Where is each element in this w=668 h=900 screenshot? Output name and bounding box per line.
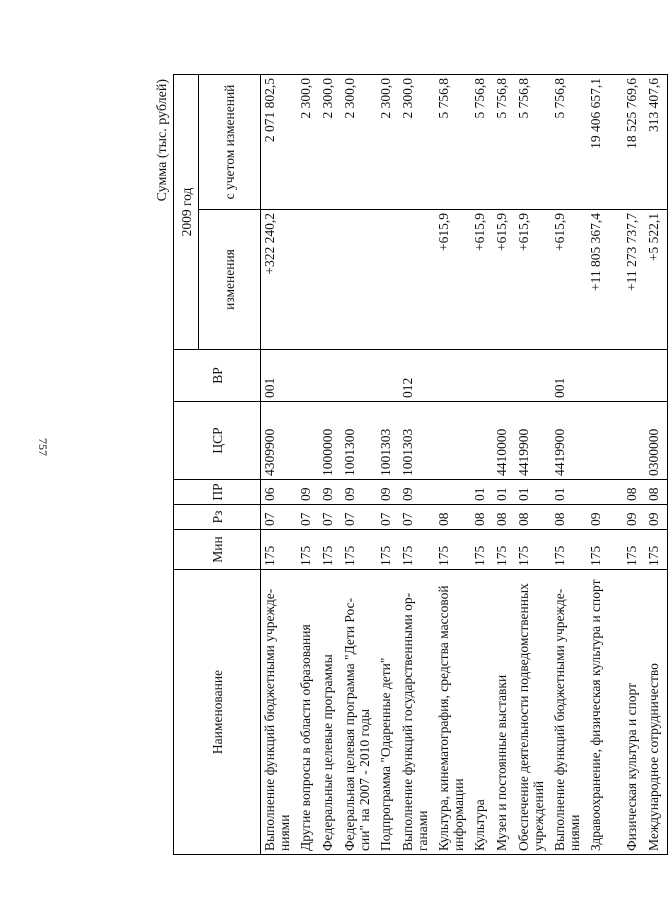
cell-min: 175 [587, 530, 623, 570]
cell-changes: +5 522,1 [645, 210, 668, 350]
table-row [399, 75, 435, 855]
cell-pr: 01 [493, 480, 515, 505]
cell-with-changes: 2 300,0 [341, 75, 377, 210]
header-year: 2009 год [174, 75, 199, 350]
cell-changes: +11 273 737,7 [623, 210, 645, 350]
cell-changes: +615,9 [435, 210, 471, 350]
cell-min: 175 [261, 530, 298, 570]
cell-min: 175 [551, 530, 587, 570]
cell-min: 175 [319, 530, 341, 570]
cell-pr: 08 [623, 480, 645, 505]
cell-pr: 08 [645, 480, 668, 505]
cell-name: Здравоохранение, физическая культура и спорт [587, 570, 623, 855]
cell-pr: 09 [297, 480, 319, 505]
cell-csr: 1001303 [377, 402, 399, 480]
table-row [297, 75, 319, 855]
cell-changes: +615,9 [515, 210, 551, 350]
cell-rz: 07 [399, 505, 435, 530]
cell-rz: 07 [377, 505, 399, 530]
cell-csr [297, 402, 319, 480]
header-with-changes: с учетом изменений [199, 75, 261, 210]
cell-csr: 1000000 [319, 402, 341, 480]
table-row [319, 75, 341, 855]
cell-changes: +615,9 [493, 210, 515, 350]
cell-pr [435, 480, 471, 505]
table-row [261, 75, 298, 855]
table-row [551, 75, 587, 855]
cell-pr: 09 [399, 480, 435, 505]
cell-with-changes: 2 300,0 [319, 75, 341, 210]
cell-changes [377, 210, 399, 350]
cell-name: Международное сотрудничество [645, 570, 668, 855]
cell-with-changes: 5 756,8 [471, 75, 493, 210]
cell-vr [515, 350, 551, 402]
cell-csr [587, 402, 623, 480]
cell-name: Культура, кинематография, средства массовой информации [435, 570, 471, 855]
cell-name: Обеспечение деятельности подведомственных учреждений [515, 570, 551, 855]
cell-min: 175 [435, 530, 471, 570]
cell-changes [297, 210, 319, 350]
cell-rz: 08 [551, 505, 587, 530]
cell-pr: 09 [319, 480, 341, 505]
cell-min: 175 [623, 530, 645, 570]
cell-vr [623, 350, 645, 402]
cell-min: 175 [515, 530, 551, 570]
page-number: 757 [36, 438, 50, 456]
cell-vr [297, 350, 319, 402]
header-min: Мин [174, 530, 261, 570]
header-name: Наименование [174, 570, 261, 855]
cell-changes [341, 210, 377, 350]
units-caption: Сумма (тыс. рублей) [155, 79, 170, 202]
table-row [623, 75, 645, 855]
cell-name: Физическая культура и спорт [623, 570, 645, 855]
cell-min: 175 [377, 530, 399, 570]
table-header [174, 75, 261, 855]
cell-with-changes: 2 300,0 [399, 75, 435, 210]
cell-vr [493, 350, 515, 402]
cell-with-changes: 2 071 802,5 [261, 75, 298, 210]
cell-name: Федеральная целевая программа "Дети Рос-сии" на 2007 - 2010 годы [341, 570, 377, 855]
table-row [645, 75, 668, 855]
table-body [261, 75, 668, 855]
cell-with-changes: 19 406 657,1 [587, 75, 623, 210]
table-row [471, 75, 493, 855]
cell-with-changes: 313 407,6 [645, 75, 668, 210]
cell-min: 175 [297, 530, 319, 570]
header-pr: ПР [174, 480, 261, 505]
cell-min: 175 [471, 530, 493, 570]
cell-pr: 01 [515, 480, 551, 505]
cell-name: Выполнение функций бюджетными учрежде-ниями [551, 570, 587, 855]
cell-min: 175 [341, 530, 377, 570]
cell-vr [341, 350, 377, 402]
cell-min: 175 [493, 530, 515, 570]
header-rz: Рз [174, 505, 261, 530]
cell-vr: 001 [551, 350, 587, 402]
cell-name: Выполнение функций государственными ор-ганами [399, 570, 435, 855]
cell-rz: 07 [297, 505, 319, 530]
cell-name: Подпрограмма "Одаренные дети" [377, 570, 399, 855]
cell-changes: +11 805 367,4 [587, 210, 623, 350]
cell-name: Выполнение функций бюджетными учрежде-ниями [261, 570, 298, 855]
cell-vr [319, 350, 341, 402]
cell-rz: 07 [261, 505, 298, 530]
cell-with-changes: 5 756,8 [435, 75, 471, 210]
rotated-table-page [155, 75, 661, 855]
cell-vr [435, 350, 471, 402]
cell-vr [645, 350, 668, 402]
cell-vr [471, 350, 493, 402]
table-row [435, 75, 471, 855]
cell-vr [377, 350, 399, 402]
cell-pr: 06 [261, 480, 298, 505]
cell-pr [587, 480, 623, 505]
cell-vr: 012 [399, 350, 435, 402]
cell-csr: 4419900 [515, 402, 551, 480]
cell-changes: +322 240,2 [261, 210, 298, 350]
cell-name: Культура [471, 570, 493, 855]
cell-rz: 08 [493, 505, 515, 530]
cell-pr: 01 [551, 480, 587, 505]
cell-rz: 08 [471, 505, 493, 530]
cell-pr: 09 [341, 480, 377, 505]
cell-with-changes: 2 300,0 [377, 75, 399, 210]
cell-vr: 001 [261, 350, 298, 402]
budget-table [173, 74, 668, 855]
cell-with-changes: 5 756,8 [551, 75, 587, 210]
header-vr: ВР [174, 350, 261, 402]
cell-rz: 07 [319, 505, 341, 530]
cell-csr: 4410000 [493, 402, 515, 480]
cell-with-changes: 2 300,0 [297, 75, 319, 210]
table-row [493, 75, 515, 855]
cell-vr [587, 350, 623, 402]
table-row [587, 75, 623, 855]
cell-min: 175 [399, 530, 435, 570]
cell-pr: 09 [377, 480, 399, 505]
cell-csr [435, 402, 471, 480]
cell-csr [623, 402, 645, 480]
cell-rz: 08 [515, 505, 551, 530]
cell-rz: 09 [645, 505, 668, 530]
cell-csr [471, 402, 493, 480]
cell-rz: 07 [341, 505, 377, 530]
cell-changes: +615,9 [471, 210, 493, 350]
cell-with-changes: 18 525 769,6 [623, 75, 645, 210]
cell-changes [319, 210, 341, 350]
cell-csr: 1001300 [341, 402, 377, 480]
header-csr: ЦСР [174, 402, 261, 480]
cell-min: 175 [645, 530, 668, 570]
cell-csr: 4419900 [551, 402, 587, 480]
cell-name: Федеральные целевые программы [319, 570, 341, 855]
cell-rz: 09 [587, 505, 623, 530]
cell-csr: 4309900 [261, 402, 298, 480]
cell-pr: 01 [471, 480, 493, 505]
table-row [377, 75, 399, 855]
cell-name: Другие вопросы в области образования [297, 570, 319, 855]
header-changes: изменения [199, 210, 261, 350]
cell-changes [399, 210, 435, 350]
cell-with-changes: 5 756,8 [515, 75, 551, 210]
cell-name: Музеи и постоянные выставки [493, 570, 515, 855]
cell-with-changes: 5 756,8 [493, 75, 515, 210]
cell-csr: 0300000 [645, 402, 668, 480]
cell-rz: 08 [435, 505, 471, 530]
cell-csr: 1001303 [399, 402, 435, 480]
cell-rz: 09 [623, 505, 645, 530]
table-row [341, 75, 377, 855]
cell-changes: +615,9 [551, 210, 587, 350]
table-row [515, 75, 551, 855]
